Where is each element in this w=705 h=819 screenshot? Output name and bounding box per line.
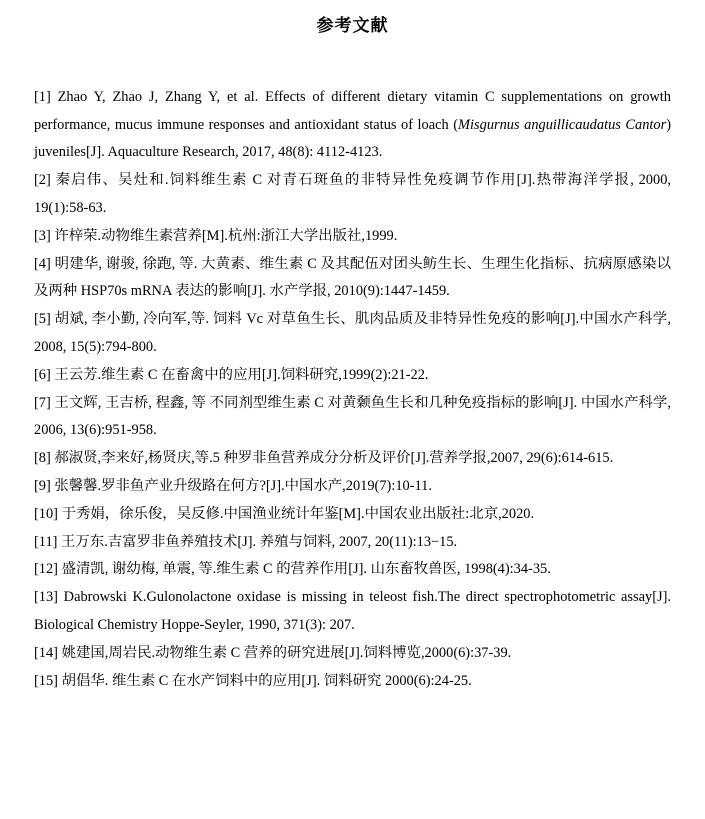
reference-entry-8 <box>34 445 671 473</box>
reference-entry-15 <box>34 668 671 696</box>
reference-entry-11 <box>34 529 671 557</box>
reference-text-segment: [5] 胡斌, 李小勤, 冷向军,等. 饲料 Vc 对草鱼生长、肌肉品质及非特异性免疫的影响[J].中国水产科学, 2008, 15(5):794-800. <box>34 311 671 355</box>
reference-entry-5 <box>34 306 671 362</box>
reference-text-segment: ) juveniles[J]. Aquaculture Research, 2017, 48(8): 4112-4123. <box>34 116 671 161</box>
reference-entry-4 <box>34 251 671 307</box>
reference-entry-9 <box>34 473 671 501</box>
reference-entry-14 <box>34 640 671 668</box>
reference-text-segment: [2] 秦启伟、吴灶和.饲料维生素 C 对青石斑鱼的非特异性免疫调节作用[J].热带海洋学报, 2000, 19(1):58-63. <box>34 172 671 216</box>
reference-entry-1 <box>34 84 671 167</box>
reference-entry-12 <box>34 556 671 584</box>
page-title: 参考文献 <box>316 16 389 35</box>
reference-text-segment: [8] 郝淑贤,李来好,杨贤庆,等.5 种罗非鱼营养成分分析及评价[J].营养学报,2007, 29(6):614-615. <box>34 450 614 467</box>
reference-text-segment: [7] 王文辉, 王吉桥, 程鑫, 等 不同剂型维生素 C 对黄颡鱼生长和几种免疫指标的影响[J]. 中国水产科学, 2006, 13(6):951-958. <box>34 394 671 439</box>
reference-text-segment: [10] 于秀娟，徐乐俊，吴反修.中国渔业统计年鉴[M].中国农业出版社:北京,2020. <box>34 505 535 522</box>
reference-text-segment: [1] Zhao Y, Zhao J, Zhang Y, et al. Effects of different dietary vitamin C supplementations on growth performance, mucus immune responses and antioxidant status of loach ( <box>34 88 671 133</box>
reference-text-segment: [4] 明建华, 谢骏, 徐跑, 等. 大黄素、维生素 C 及其配伍对团头鲂生长、生理生化指标、抗病原感染以及两种 HSP70s mRNA 表达的影响[J]. 水产学报, 2010(9):1447-1459. <box>34 255 671 300</box>
reference-text-segment: [9] 张馨馨.罗非鱼产业升级路在何方?[J].中国水产,2019(7):10-11. <box>34 477 432 494</box>
reference-entry-2 <box>34 167 671 223</box>
reference-entry-3 <box>34 223 671 251</box>
reference-text-segment: [15] 胡倡华. 维生素 C 在水产饲料中的应用[J]. 饲料研究 2000(6):24-25. <box>34 672 472 689</box>
reference-text-segment: Misgurnus anguillicaudatus Cantor <box>458 116 667 133</box>
reference-entry-7 <box>34 390 671 446</box>
reference-list <box>34 84 671 696</box>
reference-text-segment: [11] 王万东.吉富罗非鱼养殖技术[J]. 养殖与饲料, 2007, 20(11):13−15. <box>34 533 458 550</box>
reference-text-segment: [6] 王云芳.维生素 C 在畜禽中的应用[J].饲料研究,1999(2):21-22. <box>34 366 429 383</box>
reference-entry-10 <box>34 501 671 529</box>
reference-text-segment: [12] 盛清凯, 谢幼梅, 单震, 等.维生素 C 的营养作用[J]. 山东畜牧兽医, 1998(4):34-35. <box>34 561 551 578</box>
reference-text-segment: [14] 姚建国,周岩民.动物维生素 C 营养的研究进展[J].饲料博览,2000(6):37-39. <box>34 644 512 661</box>
reference-text-segment: [13] Dabrowski K.Gulonolactone oxidase is missing in teleost fish.The direct spectrophotometric assay[J]. Biological Chemistry Hoppe-Seyler, 1990, 371(3): 207. <box>34 589 671 633</box>
reference-entry-13 <box>34 584 671 640</box>
reference-text-segment: [3] 许梓荣.动物维生素营养[M].杭州:浙江大学出版社,1999. <box>34 227 398 244</box>
reference-entry-6 <box>34 362 671 390</box>
